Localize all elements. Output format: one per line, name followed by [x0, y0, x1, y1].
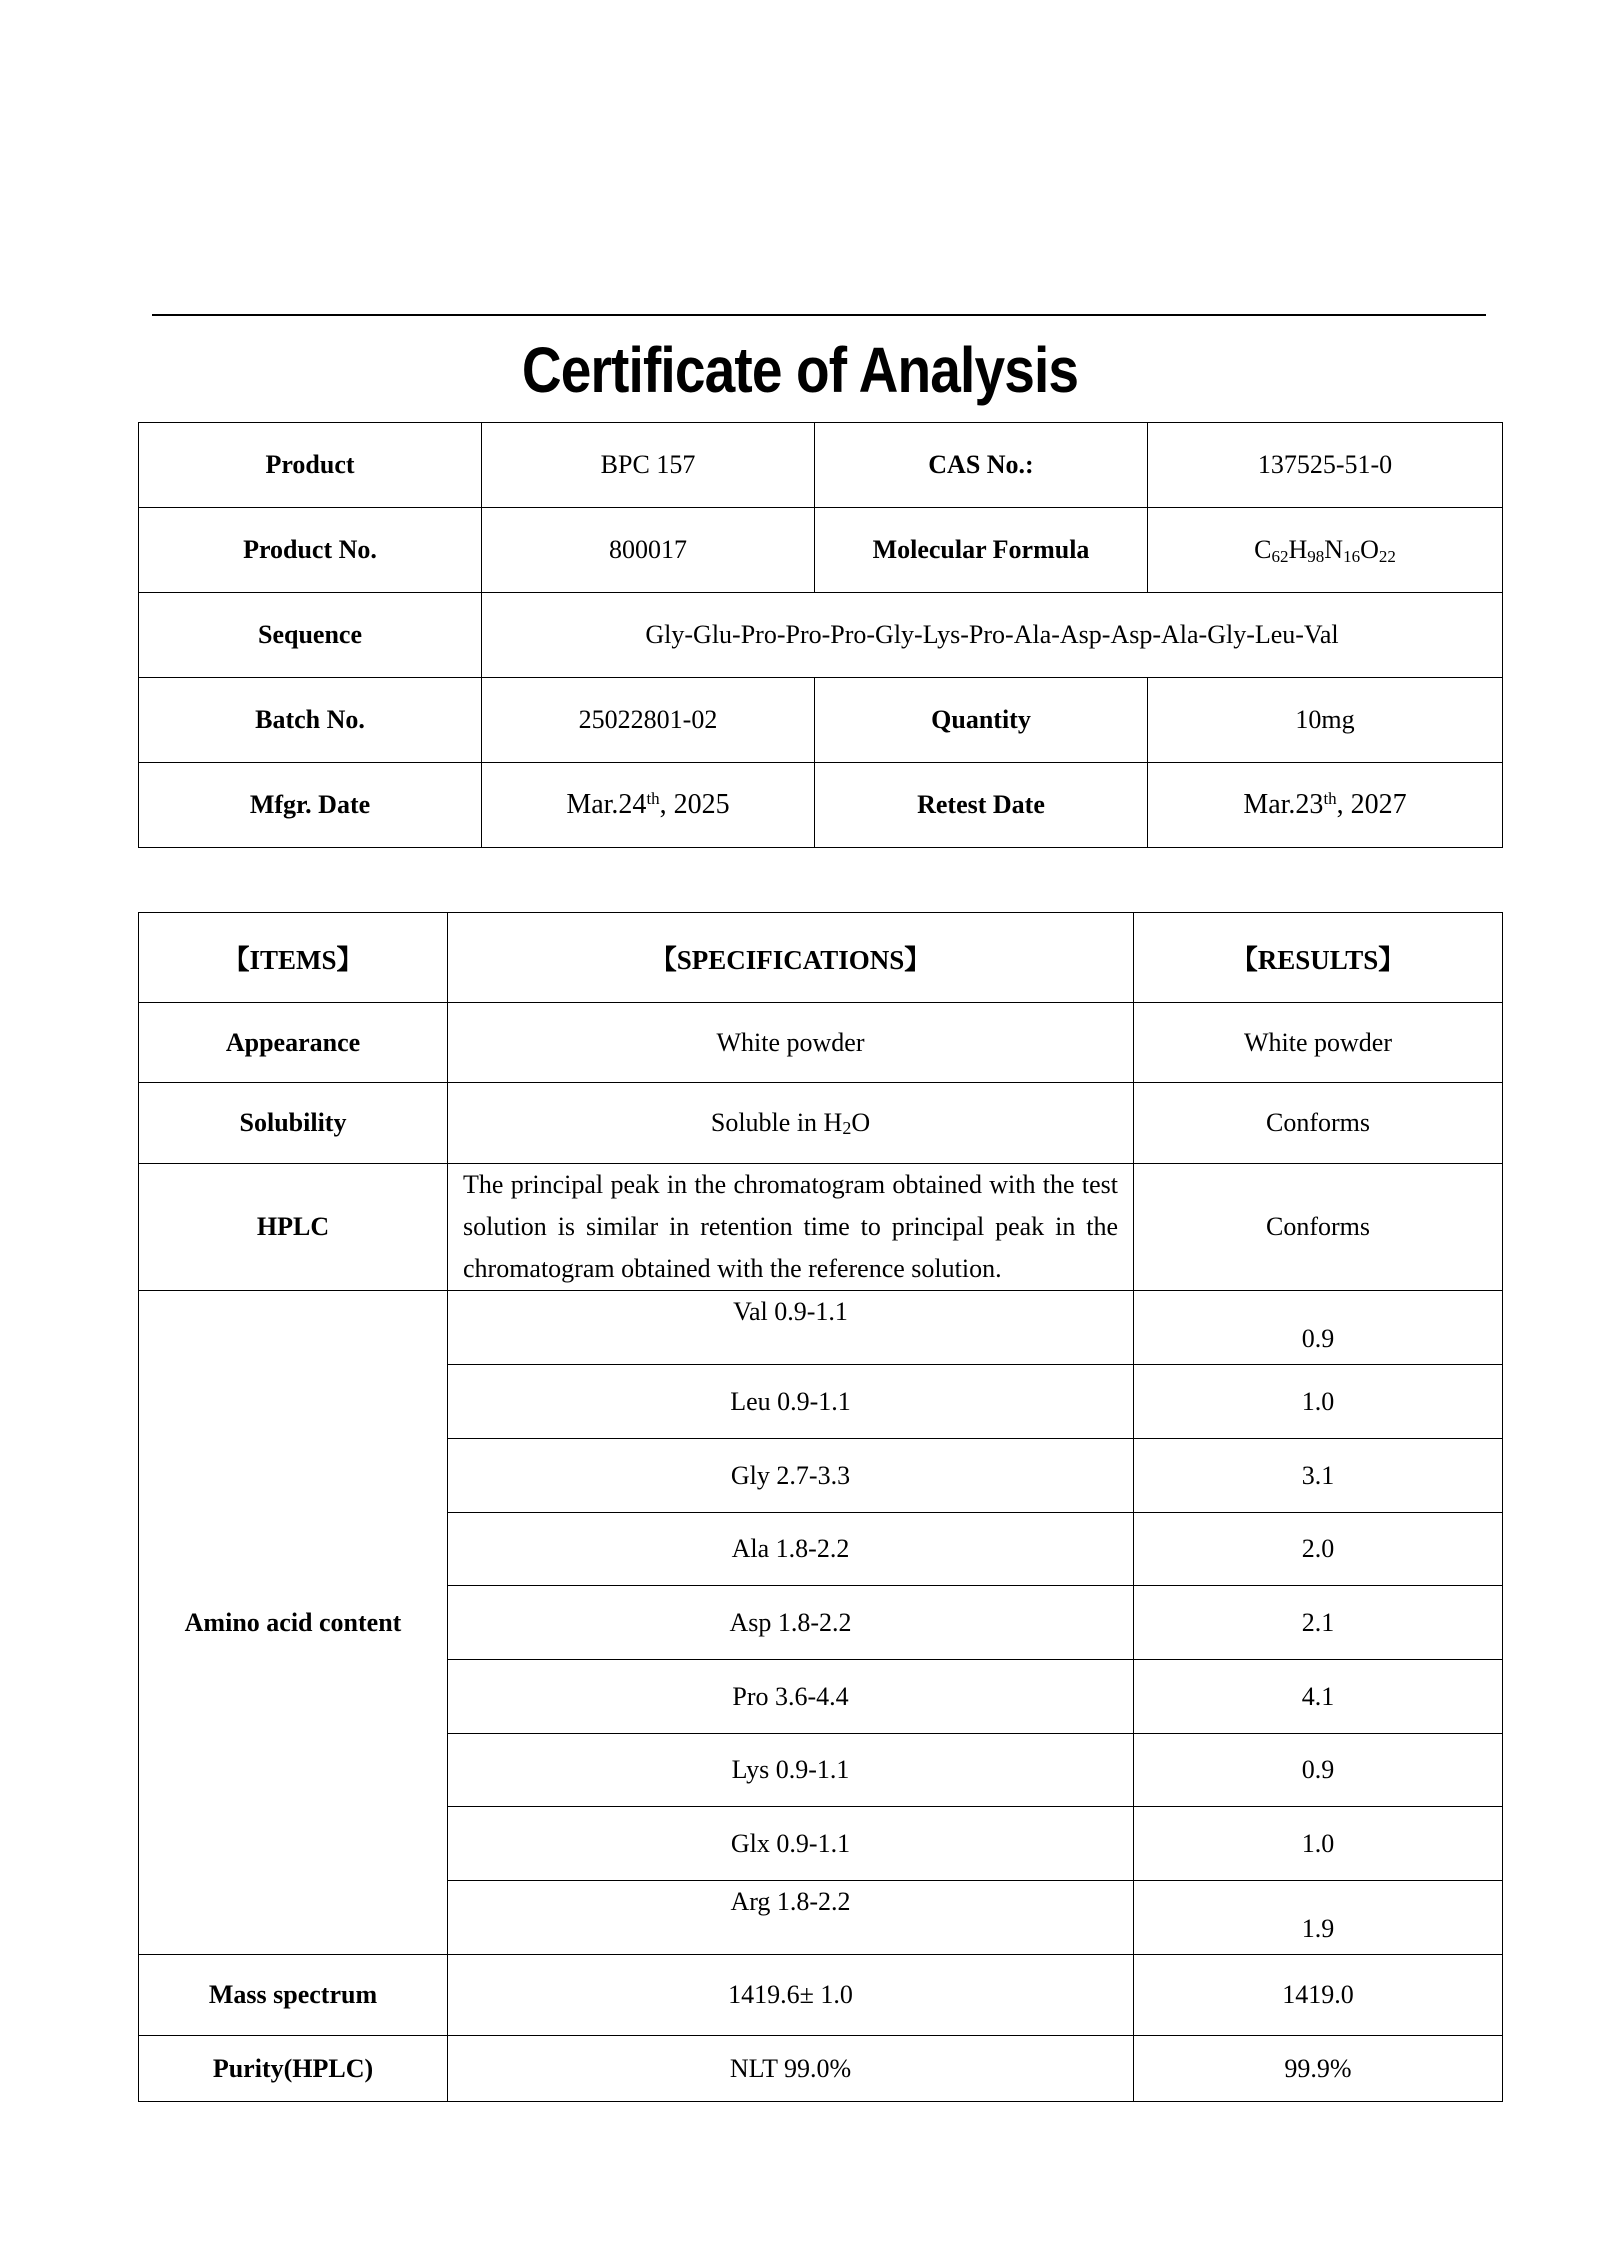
quantity-value: 10mg [1148, 678, 1503, 763]
solubility-spec [448, 1083, 1134, 1164]
mfgr-date-suffix: th [646, 789, 660, 808]
amino-result: 2.1 [1134, 1586, 1503, 1660]
amino-spec: Glx 0.9-1.1 [448, 1807, 1134, 1881]
table-row [139, 593, 1503, 678]
product-label: Product [139, 423, 482, 508]
specifications-header: 【SPECIFICATIONS】 [448, 913, 1134, 1003]
formula-c-count: 62 [1271, 547, 1289, 566]
solubility-spec-subscript: 2 [842, 1118, 852, 1138]
mass-spectrum-label: Mass spectrum [139, 1955, 448, 2036]
formula-o-count: 22 [1378, 547, 1396, 566]
sequence-value: Gly-Glu-Pro-Pro-Pro-Gly-Lys-Pro-Ala-Asp-Asp-Ala-Gly-Leu-Val [482, 593, 1503, 678]
batch-label: Batch No. [139, 678, 482, 763]
amino-spec: Pro 3.6-4.4 [448, 1660, 1134, 1734]
solubility-spec-text: Soluble in H [710, 1108, 843, 1137]
amino-result: 3.1 [1134, 1439, 1503, 1513]
amino-spec: Ala 1.8-2.2 [448, 1513, 1134, 1586]
formula-h-count: 98 [1307, 547, 1325, 566]
purity-spec: NLT 99.0% [448, 2036, 1134, 2102]
table-row [139, 1291, 1503, 1365]
hplc-label: HPLC [139, 1164, 448, 1291]
table-row [139, 1955, 1503, 2036]
table-row [139, 763, 1503, 848]
amino-spec: Gly 2.7-3.3 [448, 1439, 1134, 1513]
retest-date-year: , 2027 [1336, 789, 1407, 820]
table-row [139, 678, 1503, 763]
retest-date-main: Mar.23 [1243, 789, 1324, 820]
formula-c: C [1254, 535, 1272, 564]
table-row [139, 508, 1503, 593]
amino-result: 2.0 [1134, 1513, 1503, 1586]
header-row [139, 913, 1503, 1003]
formula-h: H [1288, 535, 1308, 564]
solubility-result: Conforms [1134, 1083, 1503, 1164]
amino-result: 1.0 [1134, 1365, 1503, 1439]
mass-spectrum-result: 1419.0 [1134, 1955, 1503, 2036]
amino-spec: Leu 0.9-1.1 [448, 1365, 1134, 1439]
amino-result: 1.0 [1134, 1807, 1503, 1881]
amino-result: 0.9 [1134, 1291, 1503, 1365]
retest-date-suffix: th [1323, 789, 1337, 808]
product-info-table [138, 422, 1503, 848]
appearance-label: Appearance [139, 1003, 448, 1083]
items-header: 【ITEMS】 [139, 913, 448, 1003]
formula-o: O [1360, 535, 1379, 564]
analysis-results-table [138, 912, 1503, 2102]
mfgr-date-label: Mfgr. Date [139, 763, 482, 848]
hplc-spec: The principal peak in the chromatogram obtained with the test solution is similar in retention time to principal peak in the chromatogram obtained with the reference solution. [448, 1164, 1134, 1291]
retest-date-value [1148, 763, 1503, 848]
results-header: 【RESULTS】 [1134, 913, 1503, 1003]
amino-spec: Val 0.9-1.1 [448, 1291, 1134, 1365]
batch-value: 25022801-02 [482, 678, 815, 763]
amino-spec: Lys 0.9-1.1 [448, 1734, 1134, 1807]
retest-date-label: Retest Date [815, 763, 1148, 848]
mfgr-date-main: Mar.24 [566, 789, 647, 820]
table-row [139, 1083, 1503, 1164]
amino-result: 4.1 [1134, 1660, 1503, 1734]
table-row [139, 2036, 1503, 2102]
amino-result: 1.9 [1134, 1881, 1503, 1955]
product-value: BPC 157 [482, 423, 815, 508]
solubility-label: Solubility [139, 1083, 448, 1164]
purity-result: 99.9% [1134, 2036, 1503, 2102]
mfgr-date-value [482, 763, 815, 848]
header-rule [152, 314, 1486, 316]
document-title: Certificate of Analysis [521, 334, 1079, 406]
appearance-spec: White powder [448, 1003, 1134, 1083]
amino-acid-label: Amino acid content [139, 1291, 448, 1955]
product-no-label: Product No. [139, 508, 482, 593]
sequence-label: Sequence [139, 593, 482, 678]
solubility-spec-tail: O [851, 1108, 871, 1137]
formula-n: N [1324, 535, 1344, 564]
purity-label: Purity(HPLC) [139, 2036, 448, 2102]
table-row [139, 1003, 1503, 1083]
cas-label: CAS No.: [815, 423, 1148, 508]
cas-value: 137525-51-0 [1148, 423, 1503, 508]
hplc-result: Conforms [1134, 1164, 1503, 1291]
amino-spec: Arg 1.8-2.2 [448, 1881, 1134, 1955]
amino-result: 0.9 [1134, 1734, 1503, 1807]
appearance-result: White powder [1134, 1003, 1503, 1083]
formula-value [1148, 508, 1503, 593]
table-row [139, 423, 1503, 508]
formula-n-count: 16 [1343, 547, 1361, 566]
table-row [139, 1164, 1503, 1291]
amino-spec: Asp 1.8-2.2 [448, 1586, 1134, 1660]
product-no-value: 800017 [482, 508, 815, 593]
mfgr-date-year: , 2025 [659, 789, 730, 820]
mass-spectrum-spec: 1419.6± 1.0 [448, 1955, 1134, 2036]
quantity-label: Quantity [815, 678, 1148, 763]
formula-label: Molecular Formula [815, 508, 1148, 593]
